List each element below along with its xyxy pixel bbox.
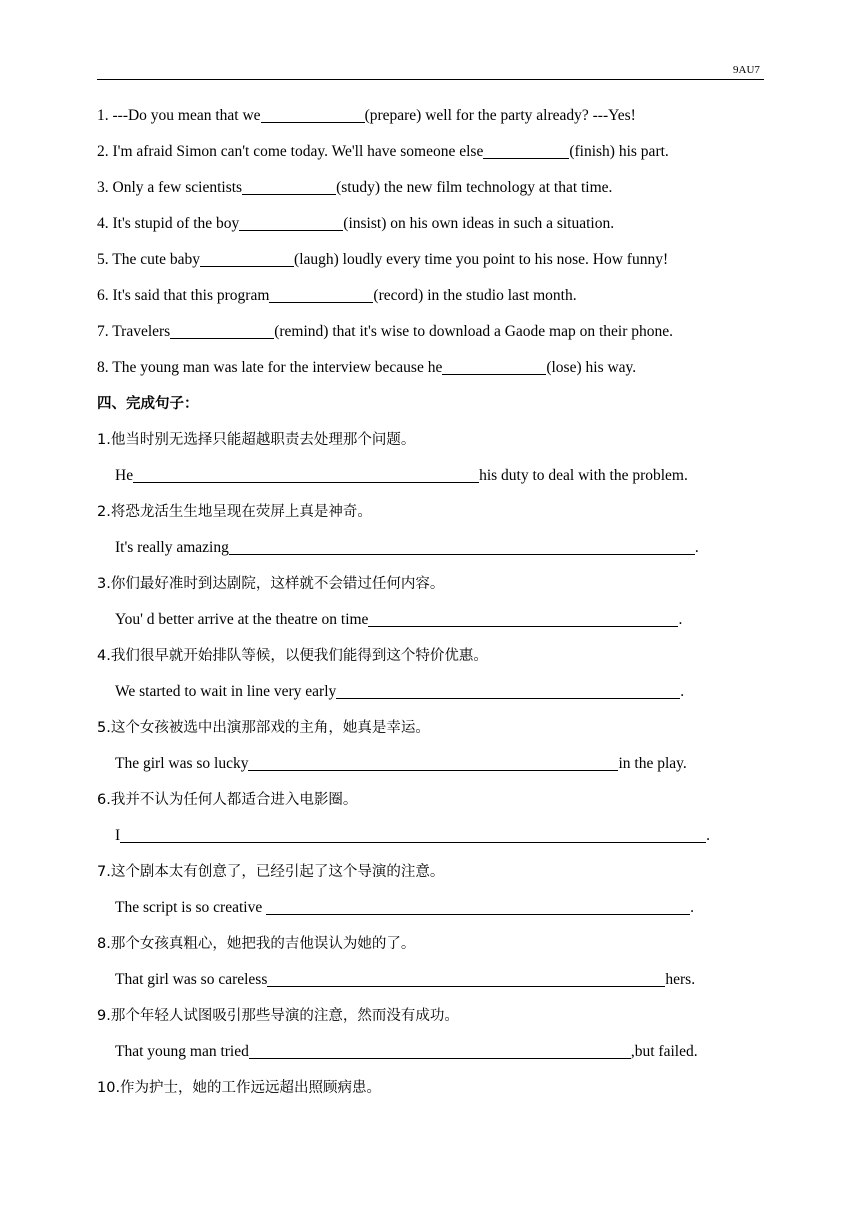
translation-answer-1: He his duty to deal with the problem. bbox=[115, 467, 688, 484]
answer-blank[interactable] bbox=[267, 972, 665, 987]
answer-blank[interactable] bbox=[261, 108, 365, 123]
translation-answer-8: That girl was so careless hers. bbox=[115, 971, 696, 988]
translation-prompt-6: 6.我并不认为任何人都适合进入电影圈。 bbox=[97, 792, 358, 808]
answer-blank[interactable] bbox=[368, 612, 678, 627]
answer-blank[interactable] bbox=[269, 288, 373, 303]
section-heading: 四、完成句子： bbox=[97, 396, 199, 412]
answer-blank[interactable] bbox=[229, 540, 695, 555]
grammar-item-3: 3. Only a few scientists (study) the new film technology at that time. bbox=[97, 179, 613, 196]
translation-prompt-10: 10.作为护士，她的工作远远超出照顾病患。 bbox=[97, 1080, 382, 1096]
grammar-item-7: 7. Travelers (remind) that it's wise to download a Gaode map on their phone. bbox=[97, 323, 674, 340]
worksheet-content bbox=[97, 100, 767, 1108]
answer-blank[interactable] bbox=[239, 216, 343, 231]
grammar-item-5: 5. The cute baby (laugh) loudly every time you point to his nose. How funny! bbox=[97, 251, 669, 268]
translation-answer-6: I . bbox=[115, 827, 711, 844]
translation-prompt-7: 7.这个剧本太有创意了，已经引起了这个导演的注意。 bbox=[97, 864, 445, 880]
translation-prompt-1: 1.他当时别无选择只能超越职责去处理那个问题。 bbox=[97, 432, 416, 448]
answer-blank[interactable] bbox=[248, 756, 618, 771]
translation-answer-7: The script is so creative . bbox=[115, 899, 694, 916]
header-rule bbox=[97, 79, 764, 80]
translation-answer-2: It's really amazing . bbox=[115, 539, 699, 556]
answer-blank[interactable] bbox=[249, 1044, 631, 1059]
grammar-item-6: 6. It's said that this program (record) in the studio last month. bbox=[97, 287, 577, 304]
grammar-item-2: 2. I'm afraid Simon can't come today. We'll have someone else (finish) his part. bbox=[97, 143, 669, 160]
translation-prompt-8: 8.那个女孩真粗心，她把我的吉他误认为她的了。 bbox=[97, 936, 416, 952]
answer-blank[interactable] bbox=[200, 252, 294, 267]
answer-blank[interactable] bbox=[442, 360, 546, 375]
answer-blank[interactable] bbox=[483, 144, 569, 159]
grammar-item-4: 4. It's stupid of the boy (insist) on his own ideas in such a situation. bbox=[97, 215, 615, 232]
grammar-item-8: 8. The young man was late for the interview because he (lose) his way. bbox=[97, 359, 637, 376]
answer-blank[interactable] bbox=[133, 468, 479, 483]
translation-answer-4: We started to wait in line very early . bbox=[115, 683, 685, 700]
translation-prompt-2: 2.将恐龙活生生地呈现在荧屏上真是神奇。 bbox=[97, 504, 372, 520]
translation-answer-5: The girl was so lucky in the play. bbox=[115, 755, 687, 772]
translation-prompt-9: 9.那个年轻人试图吸引那些导演的注意，然而没有成功。 bbox=[97, 1008, 459, 1024]
translation-answer-9: That young man tried ,but failed. bbox=[115, 1043, 698, 1060]
translation-prompt-3: 3.你们最好准时到达剧院，这样就不会错过任何内容。 bbox=[97, 576, 445, 592]
answer-blank[interactable] bbox=[336, 684, 680, 699]
translation-prompt-5: 5.这个女孩被选中出演那部戏的主角，她真是幸运。 bbox=[97, 720, 430, 736]
answer-blank[interactable] bbox=[266, 900, 690, 915]
translation-prompt-4: 4.我们很早就开始排队等候，以便我们能得到这个特价优惠。 bbox=[97, 648, 488, 664]
answer-blank[interactable] bbox=[242, 180, 336, 195]
grammar-item-1: 1. ---Do you mean that we (prepare) well for the party already? ---Yes! bbox=[97, 107, 636, 124]
page-code: 9AU7 bbox=[733, 64, 760, 76]
answer-blank[interactable] bbox=[120, 828, 706, 843]
translation-answer-3: You' d better arrive at the theatre on time . bbox=[115, 611, 683, 628]
answer-blank[interactable] bbox=[170, 324, 274, 339]
